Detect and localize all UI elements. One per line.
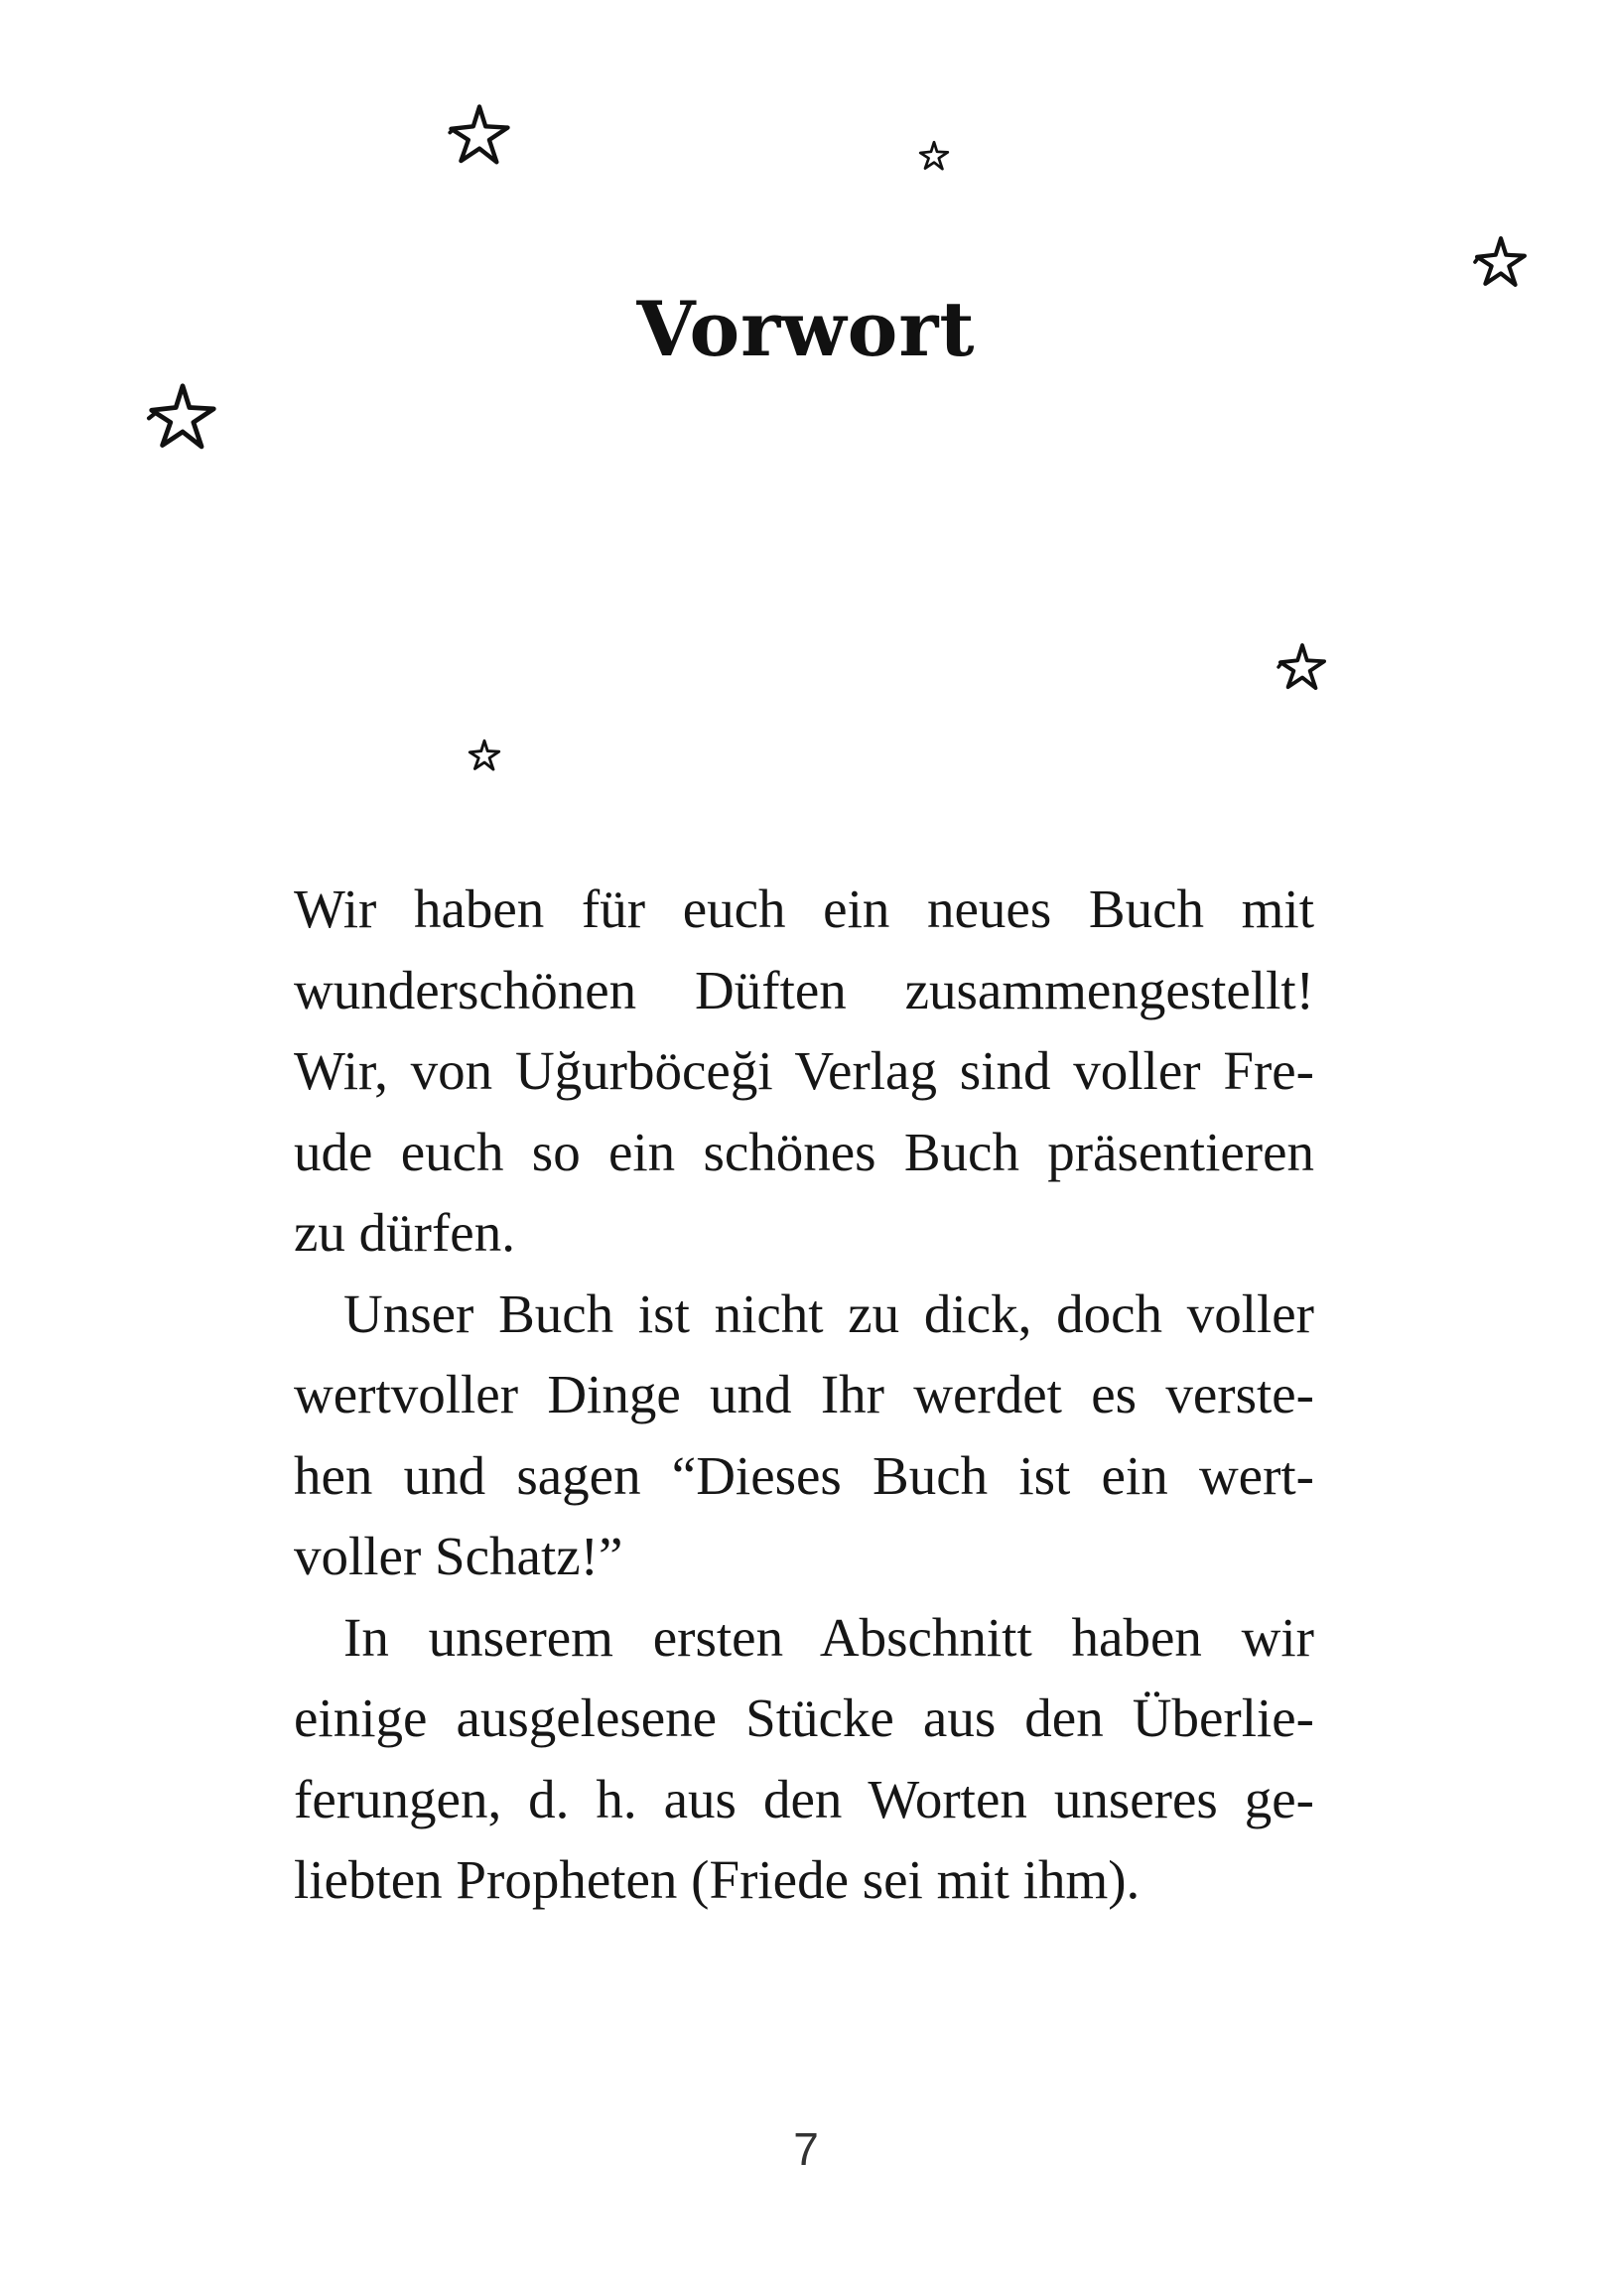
text-line: ude euch so ein schönes Buch präsentieren [294,1121,1314,1182]
text-line: einige ausgelesene Stücke aus den Überlie- [294,1688,1314,1748]
text-line: voller Schatz!” [294,1526,623,1586]
paragraph-3 [294,1597,1314,1921]
text-line: Unser Buch ist nicht zu dick, doch voller [343,1283,1314,1344]
text-line: ferungen, d. h. aus den Worten unseres ge- [294,1768,1314,1829]
text-line: Wir, von Uğurböceği Verlag sind voller Fre- [294,1040,1314,1101]
text-line: zu dürfen. [294,1202,515,1263]
hand-drawn-star-icon [469,740,500,771]
body-text [294,869,1314,1921]
text-line: hen und sagen “Dieses Buch ist ein wert- [294,1444,1314,1506]
hand-drawn-star-icon [919,141,949,171]
page-number: 7 [793,2123,819,2175]
page-title: Vorwort [636,285,976,373]
hand-drawn-star-icon [149,382,216,452]
text-line: wertvoller Dinge und Ihr werdet es verste- [294,1364,1314,1424]
text-line: In unserem ersten Abschnitt haben wir [343,1606,1314,1668]
hand-drawn-star-icon [1278,643,1326,691]
hand-drawn-star-icon [449,104,510,166]
paragraph-1 [294,869,1314,1274]
text-line: liebten Propheten (Friede sei mit ihm). [294,1849,1141,1910]
text-line: wunderschönen Düften zusammengestellt! [294,959,1314,1020]
text-line: Wir haben für euch ein neues Buch mit [294,878,1314,939]
paragraph-2 [294,1274,1314,1597]
